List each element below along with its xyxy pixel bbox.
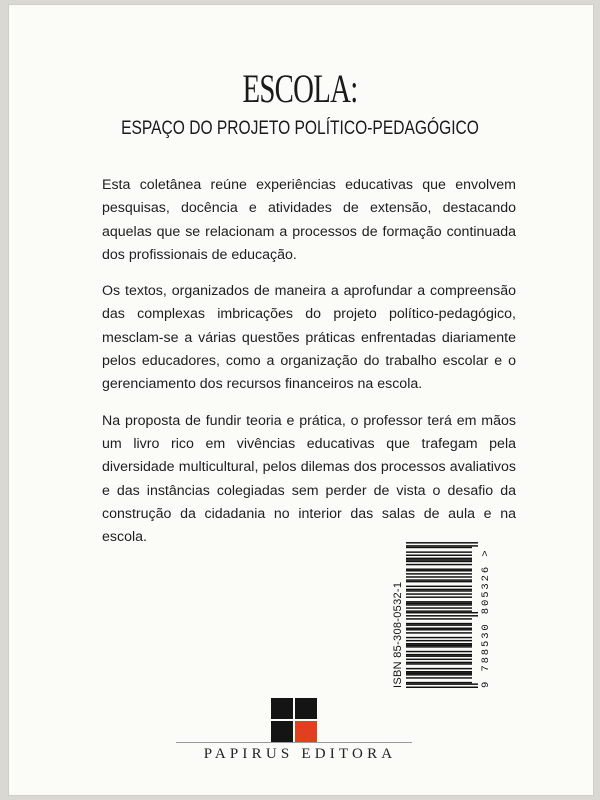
barcode-bar <box>406 555 472 556</box>
barcode-bar <box>406 586 472 587</box>
barcode-bar <box>406 683 478 684</box>
barcode-bar <box>406 607 472 608</box>
barcode-bar <box>406 662 472 663</box>
barcode-bar <box>406 677 472 678</box>
barcode-bar <box>406 593 472 594</box>
barcode-bar <box>406 640 472 641</box>
isbn-number: ISBN 85-308-0532-1 <box>392 581 404 688</box>
book-subtitle: ESPAÇO DO PROJETO POLÍTICO-PEDAGÓGICO <box>121 118 479 139</box>
barcode-bar <box>406 570 472 571</box>
barcode-bar <box>406 559 472 560</box>
logo-square <box>271 698 293 719</box>
publisher-name: PAPIRUS EDITORA <box>203 746 397 762</box>
barcode-bar <box>406 561 472 562</box>
publisher-logo <box>271 698 317 742</box>
barcode-bar <box>406 624 472 625</box>
blurb <box>102 174 516 562</box>
barcode-bar <box>406 674 472 675</box>
barcode-bar <box>406 603 472 604</box>
barcode-bar <box>406 590 472 591</box>
barcode-bar <box>406 564 472 565</box>
barcode-bar <box>406 545 478 546</box>
barcode-bar <box>406 628 472 629</box>
logo-square <box>295 698 317 719</box>
barcode-bar <box>406 645 472 646</box>
barcode-bar <box>406 668 472 669</box>
barcode-bar <box>406 655 472 656</box>
blurb-paragraph: Na proposta de fundir teoria e prática, o professor terá em mãos um livro rico em vivências educativas que trafegam pela diversidade multicultural, pelos dilemas dos processos avaliativos e das instâncias colegiadas sem perder de vista o desafio da construção da cidadania no interior das salas de aula e na escola. <box>102 412 516 546</box>
barcode-bar <box>406 671 472 672</box>
barcode-bar <box>406 596 472 597</box>
barcode-bar <box>406 618 472 619</box>
barcode-bar <box>406 568 472 569</box>
barcode-bar <box>406 654 472 655</box>
barcode-bar <box>406 551 472 552</box>
barcode-bar <box>406 623 472 624</box>
barcode-bar <box>406 576 472 577</box>
barcode-bar <box>406 558 472 559</box>
barcode-bar <box>406 610 472 611</box>
barcode-bar <box>406 579 472 580</box>
barcode-bar <box>406 612 478 613</box>
logo-square <box>295 721 317 742</box>
barcode-bar <box>406 604 472 605</box>
barcode-bar <box>406 629 472 630</box>
barcode-bar <box>406 601 472 602</box>
barcode-bar <box>406 643 472 644</box>
blurb-paragraph: Os textos, organizados de maneira a aprofundar a compreensão das complexas imbricações do projeto político-pedagógico, mesclam-se a várias questões práticas enfrentadas diariamente pelos educadores, como a organização do trabalho escolar e o gerenciamento dos recursos financeiros na escola. <box>102 283 516 393</box>
logo-square <box>271 721 293 742</box>
barcode-bar <box>406 687 478 688</box>
barcode-bar <box>406 615 478 616</box>
barcode-digits: 9 788530 805326 > <box>480 548 492 688</box>
isbn-barcode <box>392 542 502 688</box>
barcode-bar <box>406 637 472 638</box>
barcode-bars <box>406 542 478 688</box>
barcode-bar <box>406 663 472 664</box>
book-title: ESCOLA: <box>242 66 358 111</box>
barcode-bar <box>406 673 472 674</box>
blurb-paragraph: Esta coletânea reúne experiências educativas que envolvem pesquisas, docência e atividades de extensão, destacando aquelas que se relacionam a processos de formação continuada dos profissionais de educação. <box>102 177 516 263</box>
barcode-bar <box>406 682 472 683</box>
publisher-rule <box>176 742 412 743</box>
barcode-bar <box>406 547 472 548</box>
barcode-bar <box>406 542 478 543</box>
barcode-bar <box>406 651 472 652</box>
barcode-bar <box>406 659 472 660</box>
barcode-bar <box>406 581 472 582</box>
barcode-bar <box>406 632 472 633</box>
barcode-bar <box>406 646 472 647</box>
barcode-bar <box>406 589 472 590</box>
barcode-bar <box>406 573 472 574</box>
